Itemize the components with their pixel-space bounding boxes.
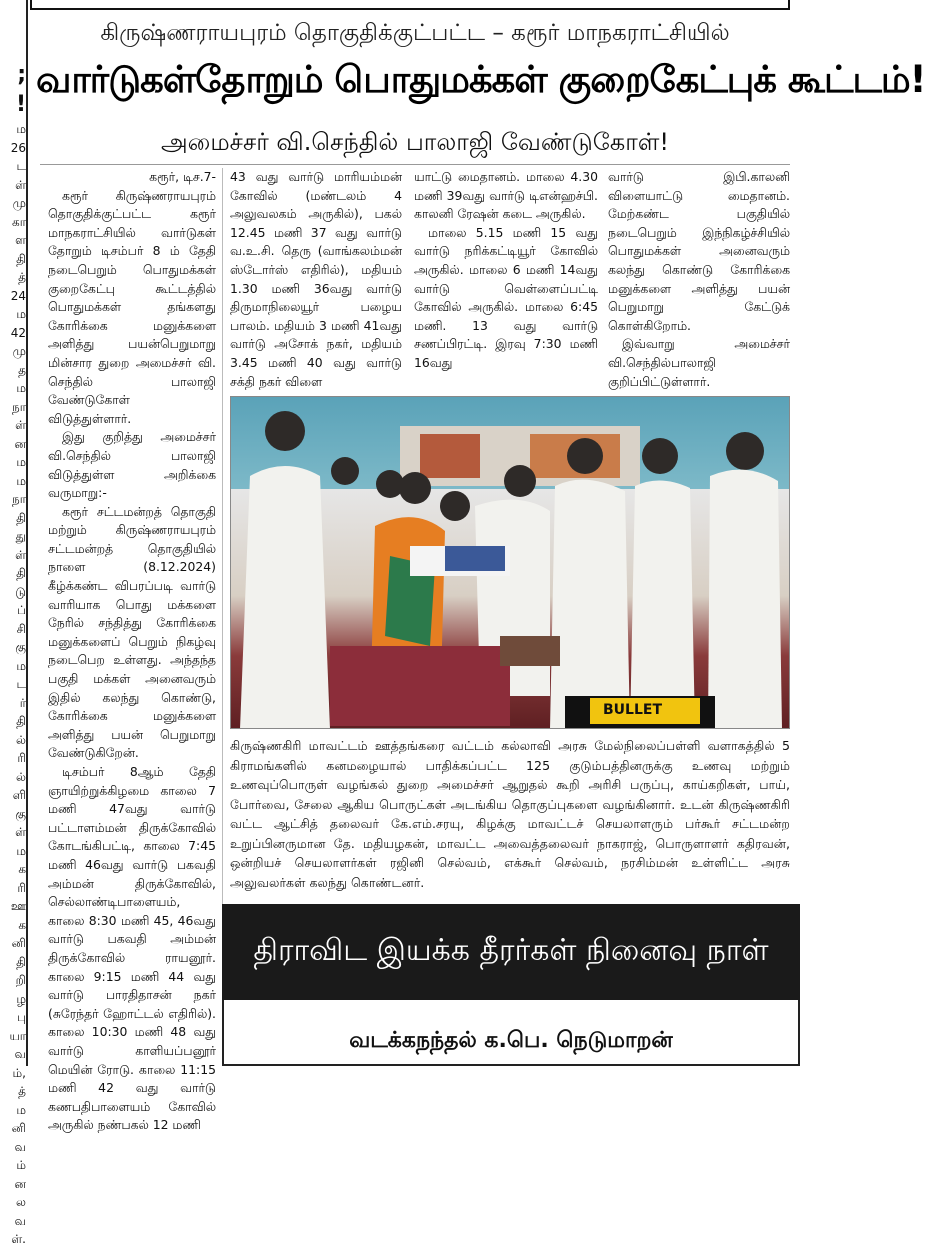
strip-line: ம xyxy=(16,843,26,858)
photo-caption: கிருஷ்ணகிரி மாவட்டம் ஊத்தங்கரை வட்டம் கல்லாவி அரசு மேல்நிலைப்பள்ளி வளாகத்தில் 5 கிராமங்களில் கனமழையால் பாதிக்கப்பட்ட 125 குடும்பத்தினருக்கு உணவு மற்றும் உணவுப்பொருள் வழங்கல் துறை அமைச்சர் ஆறுதல் கூறி அரிசி பருப்பு, காய்கறிகள், பாய், போர்வை, சேலை ஆகிய பொருட்கள் அடங்கிய தொகுப்புகளை வழங்கினார். உடன் கிருஷ்ணகிரி வட்ட ஆட்சித் தலைவர் கே.எம்.சரயு, கிழக்கு மாவட்டச் செயலாளரும் பர்கூர் சட்டமன்ற உறுப்பினருமான தே. மதியழகன், மாவட்ட அவைத்தலைவர் நாகராஜ், பொருளாளர் கதிரவன், ஒன்றியச் செயலாளர்கள் ரஜினி செல்வம், எக்கூர் செல்வம், நரசிம்மன் உள்ளிட்ட அரசு அலுவலர்கள் கலந்து கொண்டனர். xyxy=(230,738,790,890)
strip-line: தி xyxy=(16,954,26,969)
strip-line: ரி xyxy=(17,880,26,895)
feature-banner xyxy=(222,904,800,1000)
strip-line: னி xyxy=(11,936,26,950)
strip-line: தி xyxy=(16,510,26,525)
strip-line: வ xyxy=(14,1139,26,1154)
strip-line: ன xyxy=(14,436,26,451)
article-column-2 xyxy=(230,168,402,389)
strip-line: ம xyxy=(16,473,26,488)
headline-rule xyxy=(40,164,790,165)
strip-line: ல் xyxy=(16,732,26,747)
strip-line: ன xyxy=(14,1176,26,1191)
article-column-3 xyxy=(414,168,598,383)
strip-line: கு xyxy=(15,640,26,654)
strip-line: ல xyxy=(16,1195,26,1209)
strip-line: சி xyxy=(16,621,26,636)
strip-line: னி xyxy=(11,1121,26,1135)
strip-line: ள் xyxy=(15,547,26,562)
strip-line: தி xyxy=(16,251,26,266)
article-paragraph: மாலை 5.15 மணி 15 வது வார்டு நரிக்கட்டியூர் கோவில் அருகில். மாலை 6 மணி 14வது வார்டு வெள்ளைப்பட்டி கோவில் அருகில். மாலை 6:45 மணி. 13 வது வார்டு சணப்பிரட்டி. இரவு 7:30 மணி 16வது xyxy=(414,224,598,370)
strip-line: ல் xyxy=(16,769,26,784)
strip-line: ட xyxy=(16,159,26,173)
article-paragraph: டிசம்பர் 8ஆம் தேதி ஞாயிற்றுக்கிழமை காலை 7 மணி 47வது வார்டு பட்டாளம்மன் திருக்கோவில் கோடங்கிபட்டி, காலை 7:45 மணி 46வது வார்டு பகவதி அம்மன் திருக்கோவில், செல்லாண்டிபாளையம், காலை 8:30 மணி 45, 46வது வார்டு பகவதி அம்மன் திருக்கோவில் ராயனூர். காலை 9:15 மணி 44 வது வார்டு பாரதிதாசன் நகர் (சுரேந்தர் ஹோட்டல் எதிரில்). காலை 10:30 மணி 48 வது வார்டு காளியப்பனூர் மெயின் ரோடு. காலை 11:15 மணி 42 வது வார்டு கணபதிபாளையம் கோவில் அருகில் நண்பகல் 12 மணி xyxy=(48,764,216,1133)
strip-line: து xyxy=(15,529,26,543)
strip-line: ம் xyxy=(16,1158,26,1172)
article-paragraph: கரூர் கிருஷ்ணராயபுரம் தொகுதிக்குட்பட்ட கரூர் மாநகராட்சியில் வார்டுகள் தோறும் டிசம்பர் 8 ம் தேதி நடைபெறும் பொதுமக்கள் குறைகேட்பு கூட்டத்தில் பொதுமக்கள் தங்களது கோரிக்கை மனுக்களை அளித்து பயன்பெறுமாறு மின்சார துறை அமைச்சர் வி. செந்தில் பாலாஜி வேண்டுகோள் விடுத்துள்ளார். xyxy=(48,187,216,426)
article-paragraph: கரூர் சட்டமன்றத் தொகுதி மற்றும் கிருஷ்ணராயபுரம் சட்டமன்றத் தொகுதியில் நாளை (8.12.2024) கீழ்க்கண்ட விபரப்படி வார்டு வாரியாக பொது மக்களை நேரில் சந்தித்து கோரிக்கை மனுக்களைப் பெறும் நிகழ்வு நடைபெற உள்ளது. அந்தந்த பகுதி மக்கள் அனைவரும் இதில் கலந்து கொண்டு, கோரிக்கை மனுக்களை அளித்து பயன் பெறுமாறு வேண்டுகிறேன். xyxy=(48,503,216,761)
strip-line: யா xyxy=(9,1028,26,1043)
news-photo xyxy=(230,396,790,729)
column-divider xyxy=(26,0,28,1066)
strip-line: ம், xyxy=(12,1065,26,1080)
strip-line: ள் xyxy=(15,177,26,192)
strip-line: ஊ xyxy=(10,899,26,913)
strip-line: ம xyxy=(16,307,26,321)
article-paragraph: வார்டு இபி.காலனி விளையாட்டு மைதானம். மேற்கண்ட பகுதியில் நடைபெறும் இந்நிகழ்ச்சியில் பொதுமக்கள் அனைவரும் கலந்து கொண்டு கோரிக்கை மனுக்களை அளித்து பயன் பெறுமாறு கேட்டுக் கொள்கிறோம். xyxy=(608,169,790,333)
strip-line: கா xyxy=(12,214,26,229)
strip-line: த xyxy=(18,362,26,377)
article-paragraph: 43 வது வார்டு மாரியம்மன் கோவில் (மண்டலம் 4 அலுவலகம் அருகில்), பகல் 12.45 மணி 37 வது வார்டு வ.உ.சி. தெரு (வாங்கலம்மன் ஸ்டோர்ஸ் எதிரில்), மதியம் 1.30 மணி 36வது வார்டு திருமாநிலையூர் பழைய பாலம். மதியம் 3 மணி 41வது வார்டு அசோக் நகர், மதியம் 3.45 மணி 40 வது வார்டு சக்தி நகர் விளை xyxy=(230,169,402,389)
strip-line: வ xyxy=(14,1047,26,1061)
strip-line: ள் xyxy=(15,418,26,432)
strip-line: ! xyxy=(15,92,26,117)
strip-line: த் xyxy=(18,270,26,284)
strip-line: ழ xyxy=(16,991,26,1006)
banner-title: திராவிட இயக்க தீரர்கள் நினைவு நாள் xyxy=(253,932,769,968)
article-paragraph: யாட்டு மைதானம். மாலை 4.30 மணி 39வது வார்டு டிஎன்ஹச்பி. காலனி ரேஷன் கடை அருகில். xyxy=(414,169,598,222)
strip-line: க xyxy=(18,862,26,876)
article-column-1 xyxy=(48,168,216,1133)
strip-line: ளி xyxy=(12,788,26,802)
article-paragraph: இது குறித்து அமைச்சர் வி.செந்தில் பாலாஜி விடுத்துள்ள அறிக்கை வருமாறு:- xyxy=(48,429,216,501)
strip-line: 24 xyxy=(10,288,26,303)
strip-line: டு xyxy=(15,584,26,599)
strip-line: கு xyxy=(15,806,26,821)
feature-byline-box xyxy=(222,1000,800,1066)
strip-line: தி xyxy=(16,714,26,728)
strip-line: 26 xyxy=(10,140,26,155)
strip-line: நா xyxy=(12,492,26,506)
strip-line: ள xyxy=(15,233,26,247)
article-headline: வார்டுகள்தோறும் பொதுமக்கள் குறைகேட்புக் கூட்டம்! xyxy=(36,58,926,101)
strip-line: ள். xyxy=(11,1232,26,1246)
photo-frame xyxy=(230,396,790,729)
strip-line: ; xyxy=(17,62,26,87)
article-kicker: கிருஷ்ணராயபுரம் தொகுதிக்குட்பட்ட – கரூர் மாநகராட்சியில் xyxy=(100,20,730,46)
strip-line: ப் xyxy=(17,603,26,617)
strip-line: த் xyxy=(18,1084,26,1098)
strip-line: ர் xyxy=(19,695,26,710)
strip-line: வ xyxy=(14,1213,26,1228)
article-column-4 xyxy=(608,168,790,389)
strip-line: றி xyxy=(15,973,26,987)
strip-line: மு xyxy=(12,196,26,210)
strip-line: க xyxy=(18,917,26,932)
strip-line: தி xyxy=(16,566,26,580)
strip-line: ம xyxy=(16,1102,26,1117)
previous-article-column xyxy=(0,0,26,1246)
top-border xyxy=(30,0,790,10)
strip-line: பு xyxy=(17,1010,26,1024)
strip-line: 42 xyxy=(10,325,26,340)
strip-line: ரி xyxy=(17,751,26,765)
strip-line: ம xyxy=(16,381,26,395)
strip-line: ட xyxy=(16,677,26,691)
article-paragraph: இவ்வாறு அமைச்சர் வி.செந்தில்பாலாஜி குறிப்பிட்டுள்ளார். xyxy=(608,336,790,389)
strip-line: ம xyxy=(16,455,26,469)
banner-author: வடக்கநந்தல் க.பெ. நெடுமாறன் xyxy=(349,1028,673,1053)
article-subhead: அமைச்சர் வி.செந்தில் பாலாஜி வேண்டுகோள்! xyxy=(160,128,670,156)
strip-line: ம xyxy=(16,122,26,136)
photo-bag-label: BULLET xyxy=(603,702,662,718)
strip-line: ம xyxy=(16,658,26,673)
dateline: கரூர், டிச.7- xyxy=(149,169,216,184)
strip-line: நா xyxy=(12,399,26,414)
strip-line: மு xyxy=(12,344,26,358)
strip-line: ள் xyxy=(15,825,26,839)
